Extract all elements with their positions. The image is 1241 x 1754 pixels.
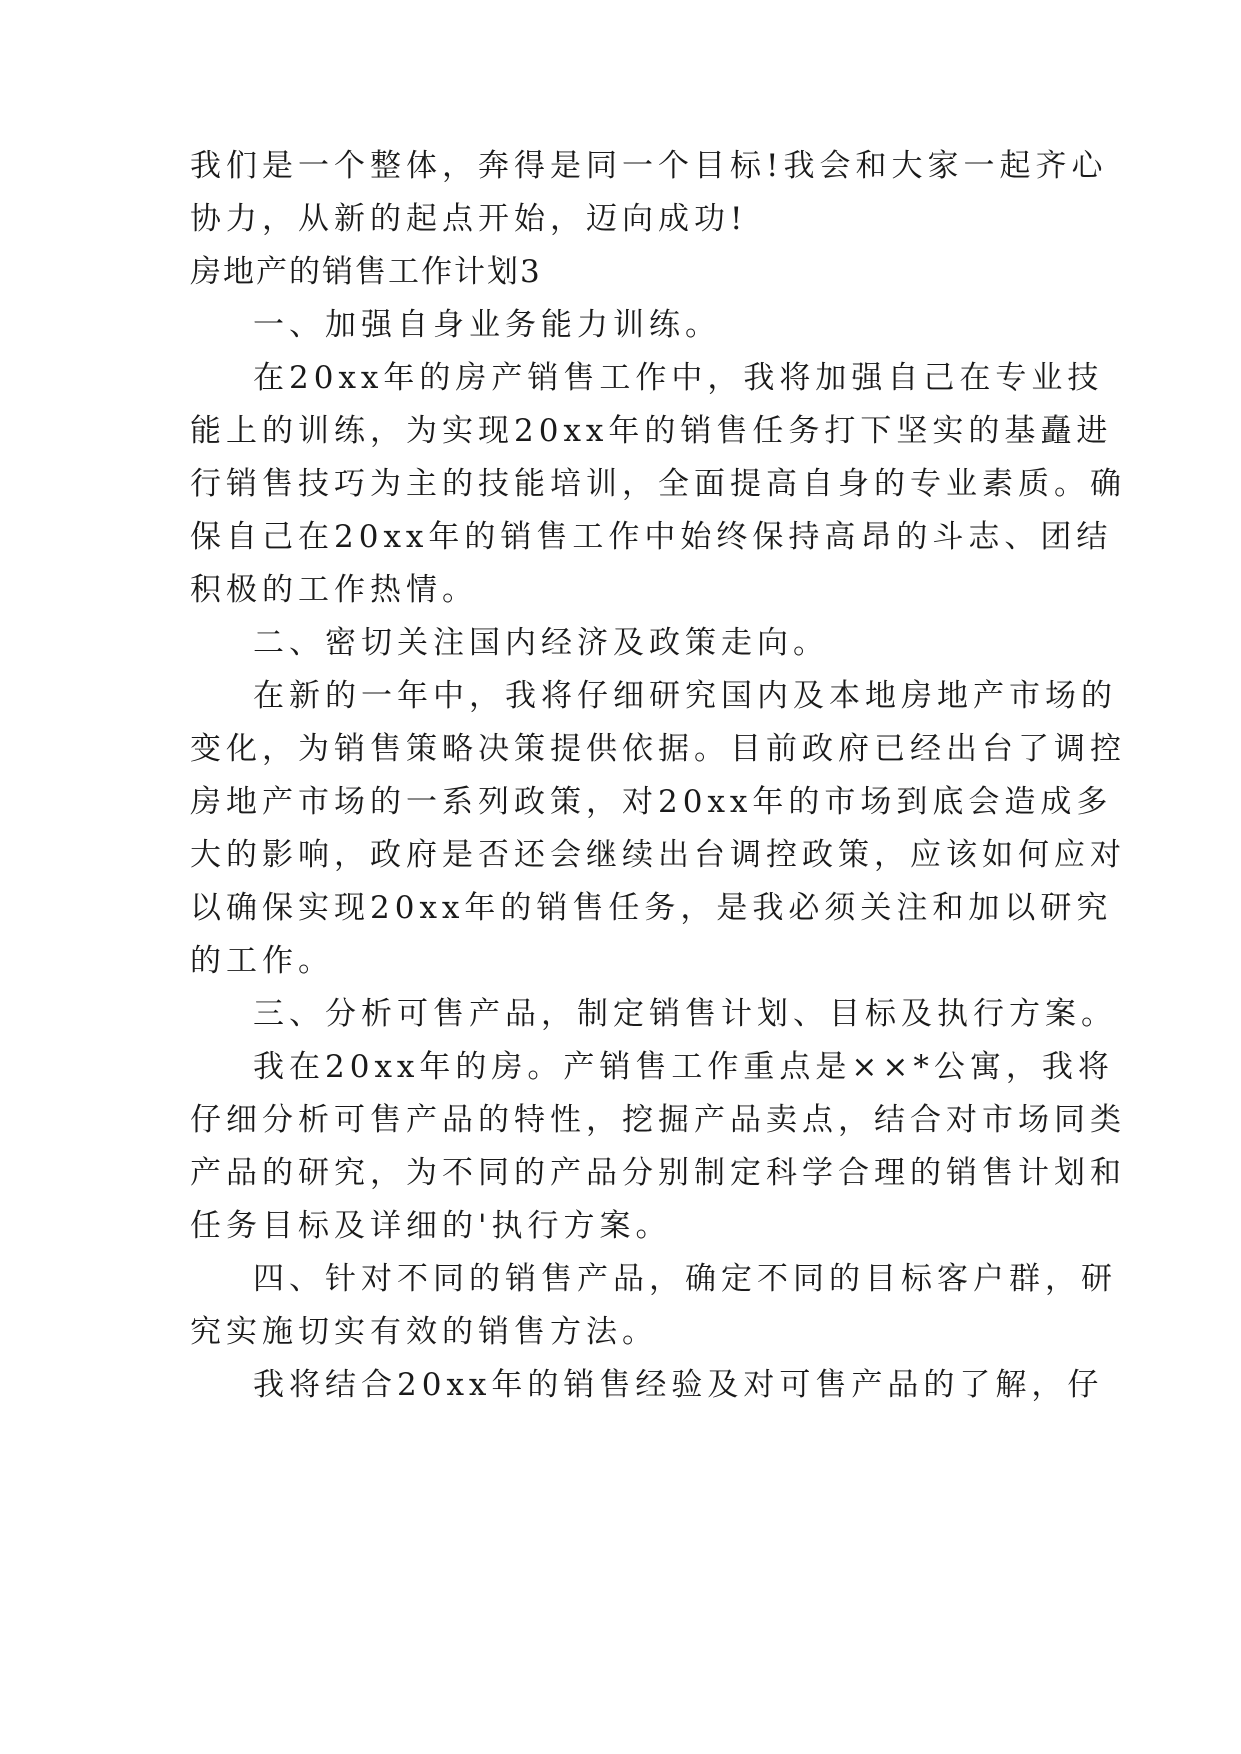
section-heading: 二、密切关注国内经济及政策走向。 — [253, 625, 829, 661]
body-line: 积极的工作热情。 — [190, 572, 478, 608]
body-line: 在20xx年的房产销售工作中，我将加强自己在专业技 — [253, 360, 1104, 396]
body-line: 仔细分析可售产品的特性，挖掘产品卖点，结合对市场同类 — [190, 1102, 1126, 1138]
body-line: 在新的一年中，我将仔细研究国内及本地房地产市场的 — [253, 678, 1117, 714]
body-line: 的工作。 — [190, 943, 334, 979]
body-line: 变化，为销售策略决策提供依据。目前政府已经出台了调控 — [190, 731, 1126, 767]
body-line: 能上的训练，为实现20xx年的销售任务打下坚实的基矗进 — [190, 413, 1113, 449]
body-line: 以确保实现20xx年的销售任务，是我必须关注和加以研究 — [190, 890, 1113, 926]
section-title: 房地产的销售工作计划3 — [190, 254, 542, 290]
body-line: 保自己在20xx年的销售工作中始终保持高昂的斗志、团结 — [190, 519, 1113, 555]
body-line: 大的影响，政府是否还会继续出台调控政策，应该如何应对 — [190, 837, 1126, 873]
section-heading: 一、加强自身业务能力训练。 — [253, 307, 721, 343]
body-line: 行销售技巧为主的技能培训，全面提高自身的专业素质。确 — [190, 466, 1126, 502]
section-heading: 四、针对不同的销售产品，确定不同的目标客户群，研 — [253, 1261, 1117, 1297]
body-line: 究实施切实有效的销售方法。 — [190, 1314, 658, 1350]
body-line: 房地产市场的一系列政策，对20xx年的市场到底会造成多 — [190, 784, 1113, 820]
section-heading: 三、分析可售产品，制定销售计划、目标及执行方案。 — [253, 996, 1117, 1032]
body-line: 我们是一个整体，奔得是同一个目标!我会和大家一起齐心 — [190, 148, 1108, 184]
body-line: 我在20xx年的房。产销售工作重点是××*公寓，我将 — [253, 1049, 1114, 1085]
body-line: 产品的研究，为不同的产品分别制定科学合理的销售计划和 — [190, 1155, 1126, 1191]
body-line: 协力，从新的起点开始，迈向成功! — [190, 201, 748, 237]
body-line: 任务目标及详细的'执行方案。 — [190, 1208, 672, 1244]
body-line: 我将结合20xx年的销售经验及对可售产品的了解，仔 — [253, 1367, 1104, 1403]
